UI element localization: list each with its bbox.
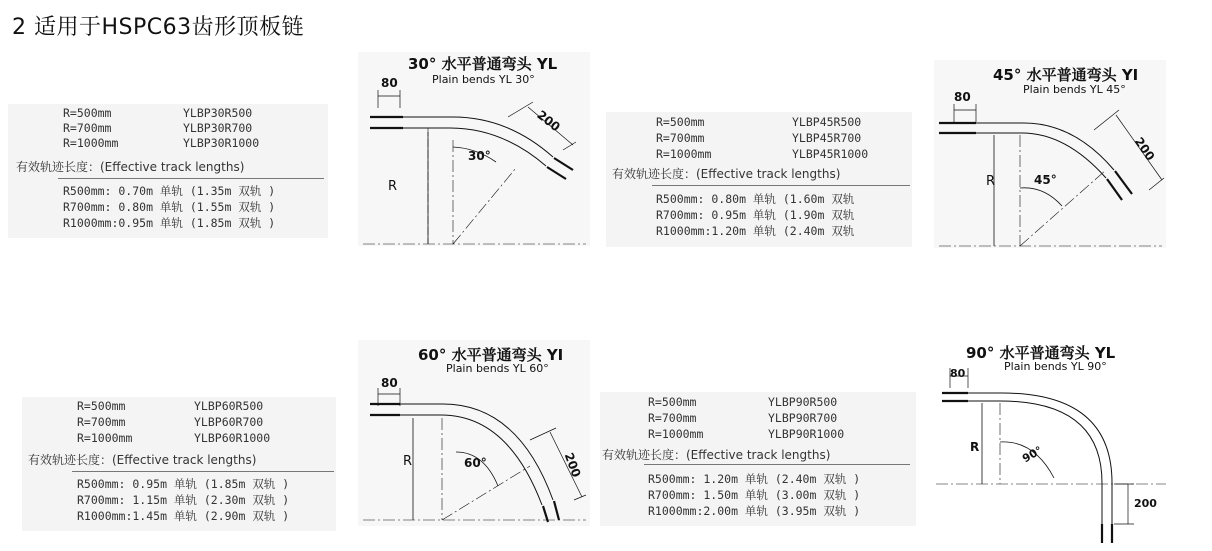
bend-subtitle-30: Plain bends YL 30° [432,73,535,86]
spec-r: R=500mm [656,115,705,129]
effective-lengths-label: 有效轨迹长度：(Effective track lengths) [602,448,831,462]
divider [58,178,324,179]
length-row: R1000mm:1.20m 单轨 (2.40m 双轨 [656,224,855,238]
length-row: R700mm: 1.15m 单轨 (2.30m 双轨 ) [77,493,290,507]
spec-code: YLBP30R500 [183,106,253,120]
angle-label: 45° [1034,173,1057,187]
radius-label: R [388,179,398,194]
bend-subtitle-45: Plain bends YL 45° [1023,83,1126,96]
divider [644,464,910,465]
bend-title-45: 45° 水平普通弯头 YI [993,66,1139,84]
divider [652,185,910,186]
page-title: 2 适用于HSPC63齿形顶板链 [12,15,305,40]
length-row: R1000mm:2.00m 单轨 (3.95m 双轨 ) [648,504,861,518]
spec-code: YLBP45R700 [792,131,862,145]
length-row: R500mm: 0.95m 单轨 (1.85m 双轨 ) [77,477,290,491]
length-row: R700mm: 0.80m 单轨 (1.55m 双轨 ) [63,200,276,214]
dim-80-label: 80 [381,376,398,390]
dim-80-label: 80 [950,367,966,380]
bend-subtitle-60: Plain bends YL 60° [446,362,549,375]
spec-r: R=500mm [63,106,112,120]
spec-r: R=500mm [648,395,697,409]
bend-title-90: 90° 水平普通弯头 YL [966,344,1116,362]
dim-200-label: 200 [534,107,563,135]
radius-label: R [403,454,413,469]
spec-panel-90 [600,392,916,526]
spec-r: R=700mm [63,121,112,135]
spec-r: R=1000mm [648,427,704,441]
bend-title-30: 30° 水平普通弯头 YL [408,55,558,73]
angle-label: 60° [464,456,487,470]
spec-r: R=1000mm [77,431,133,445]
spec-panel-45 [606,112,912,247]
dim-200-label: 200 [1134,497,1157,510]
effective-lengths-label: 有效轨迹长度：(Effective track lengths) [16,160,245,174]
length-row: R500mm: 1.20m 单轨 (2.40m 双轨 ) [648,472,861,486]
dim-80-label: 80 [954,90,971,104]
spec-panel-30 [8,104,328,238]
spec-code: YLBP90R700 [768,411,838,425]
effective-lengths-label: 有效轨迹长度：(Effective track lengths) [28,453,257,467]
length-row: R700mm: 0.95m 单轨 (1.90m 双轨 [656,208,855,222]
angle-label: 30° [468,149,491,163]
length-row: R500mm: 0.80m 单轨 (1.60m 双轨 [656,192,855,206]
radius-label: R [986,174,996,189]
spec-r: R=500mm [77,399,126,413]
spec-panel-60 [22,397,336,531]
spec-code: YLBP60R500 [194,399,264,413]
spec-code: YLBP60R1000 [194,431,271,445]
spec-code: YLBP45R500 [792,115,862,129]
spec-code: YLBP90R500 [768,395,838,409]
spec-code: YLBP90R1000 [768,427,845,441]
dim-80-label: 80 [381,76,398,90]
bend-title-60: 60° 水平普通弯头 YI [418,346,564,364]
length-row: R1000mm:1.45m 单轨 (2.90m 双轨 ) [77,509,290,523]
spec-r: R=700mm [648,411,697,425]
effective-lengths-label: 有效轨迹长度：(Effective track lengths) [612,167,841,181]
spec-code: YLBP30R700 [183,121,253,135]
spec-code: YLBP45R1000 [792,147,869,161]
spec-code: YLBP60R700 [194,415,264,429]
spec-r: R=1000mm [656,147,712,161]
dim-200-label: 200 [1131,134,1158,164]
length-row: R500mm: 0.70m 单轨 (1.35m 双轨 ) [63,184,276,198]
spec-r: R=700mm [77,415,126,429]
angle-label: 90° [1020,443,1045,466]
bend-subtitle-90: Plain bends YL 90° [1004,360,1107,373]
divider [72,471,334,472]
spec-r: R=700mm [656,131,705,145]
length-row: R1000mm:0.95m 单轨 (1.85m 双轨 ) [63,216,276,230]
radius-label: R [970,440,980,454]
dim-200-label: 200 [561,450,584,480]
length-row: R700mm: 1.50m 单轨 (3.00m 双轨 ) [648,488,861,502]
spec-r: R=1000mm [63,136,119,150]
spec-code: YLBP30R1000 [183,136,260,150]
